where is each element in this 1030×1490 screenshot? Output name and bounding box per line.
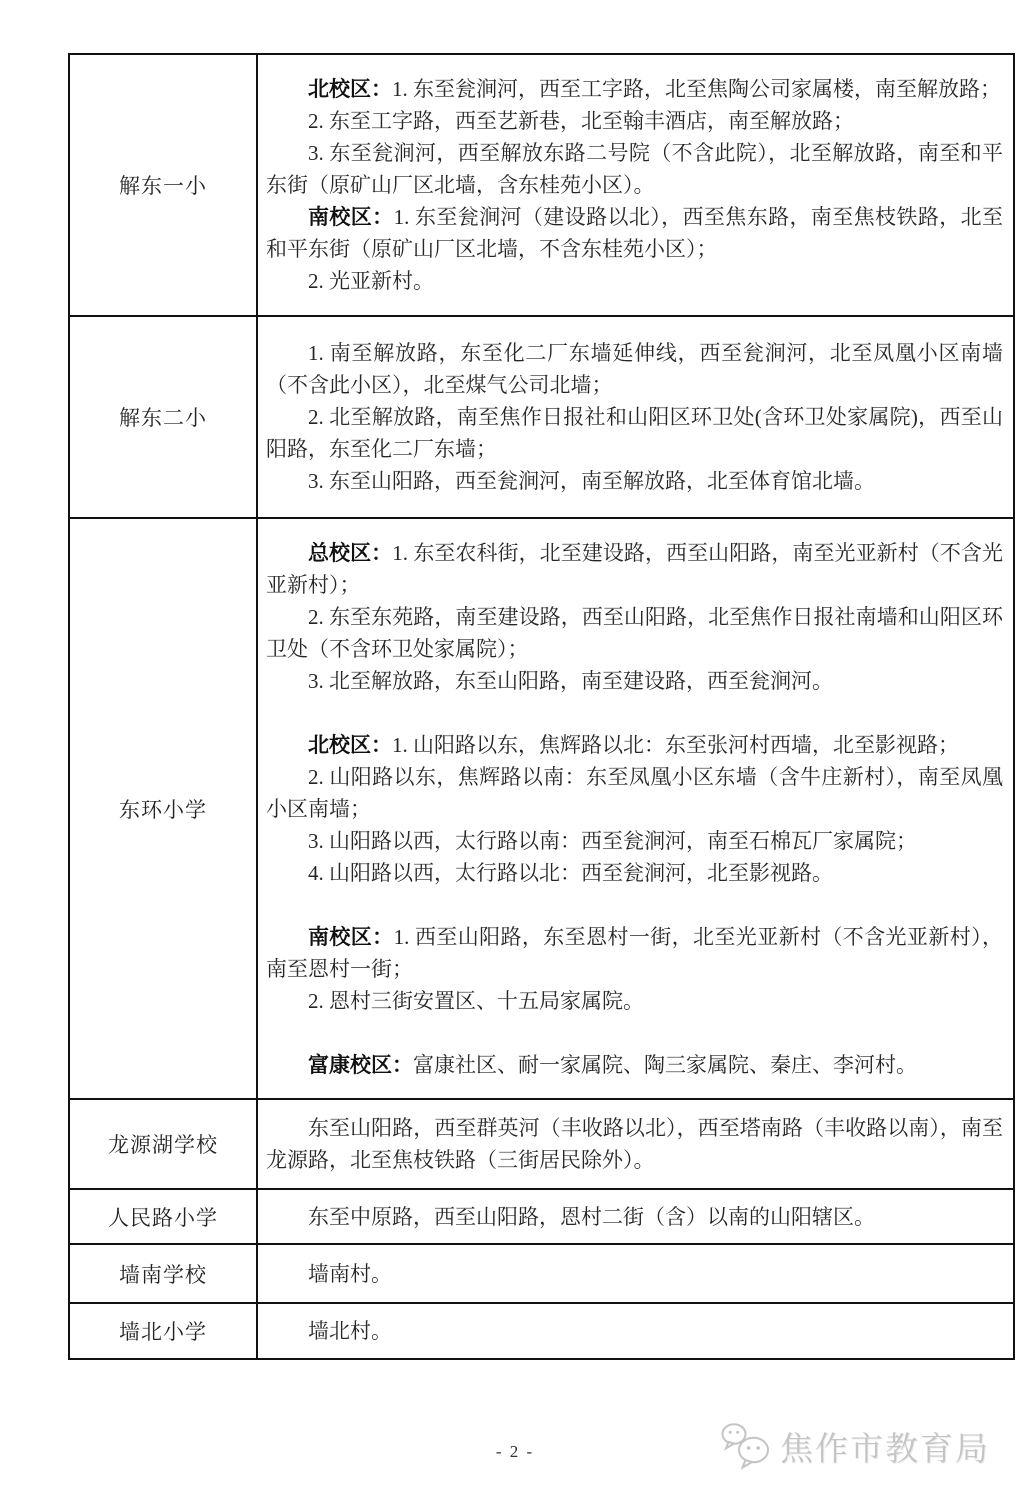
district-paragraph <box>266 857 1003 889</box>
paragraph-gap <box>266 889 1003 921</box>
table-row <box>69 1244 1014 1303</box>
district-text: 2. 光亚新村。 <box>308 269 434 293</box>
district-text: 东至山阳路，西至群英河（丰收路以北），西至塔南路（丰收路以南），南至龙源路，北至焦枝铁路（三街居民除外）。 <box>266 1116 1003 1172</box>
district-paragraph <box>266 985 1003 1017</box>
district-paragraph <box>266 401 1003 465</box>
district-paragraph <box>266 1049 1003 1081</box>
paragraph-gap <box>266 697 1003 729</box>
district-text: 1. 西至山阳路，东至恩村一街，北至光亚新村（不含光亚新村），南至恩村一街； <box>266 924 1003 981</box>
district-cell <box>257 316 1014 518</box>
district-paragraph <box>266 265 1003 297</box>
district-paragraph <box>266 921 1003 985</box>
campus-label: 南校区： <box>308 205 394 229</box>
district-cell <box>257 1099 1014 1189</box>
district-cell <box>257 1244 1014 1303</box>
table-row <box>69 316 1014 518</box>
district-paragraph <box>266 537 1003 601</box>
wechat-chat-bubbles-icon <box>720 1422 772 1470</box>
school-district-table <box>68 53 1015 1360</box>
district-text: 墙南村。 <box>308 1261 392 1286</box>
school-name-cell: 解东二小 <box>69 316 257 518</box>
campus-label: 北校区： <box>308 732 392 757</box>
district-text: 东至中原路，西至山阳路，恩村二街（含）以南的山阳辖区。 <box>308 1204 875 1229</box>
district-paragraph <box>266 1258 1003 1290</box>
district-paragraph <box>266 665 1003 697</box>
district-cell <box>257 1303 1014 1359</box>
campus-label: 总校区： <box>308 540 393 565</box>
district-text: 富康社区、耐一家属院、陶三家属院、秦庄、李河村。 <box>413 1052 917 1077</box>
district-paragraph <box>266 201 1003 265</box>
district-text: 2. 北至解放路，南至焦作日报社和山阳区环卫处(含环卫处家属院)，西至山阳路，东至化二厂东墙； <box>266 405 1003 461</box>
table-row <box>69 1303 1014 1359</box>
district-text: 3. 东至瓮涧河，西至解放东路二号院（不含此院），北至解放路，南至和平东街（原矿山厂区北墙，含东桂苑小区）。 <box>266 141 1003 197</box>
district-cell <box>257 518 1014 1099</box>
table-row <box>69 1099 1014 1189</box>
table-row <box>69 1189 1014 1244</box>
district-text: 1. 东至农科街，北至建设路，西至山阳路，南至光亚新村（不含光亚新村）； <box>266 540 1003 597</box>
district-text: 墙北村。 <box>308 1319 392 1343</box>
district-text: 2. 山阳路以东，焦辉路以南：东至凤凰小区东墙（含牛庄新村），南至凤凰小区南墙； <box>266 764 1003 821</box>
school-name-cell: 东环小学 <box>69 518 257 1099</box>
district-text: 1. 东至瓮涧河，西至工字路，北至焦陶公司家属楼，南至解放路； <box>392 77 1001 101</box>
district-paragraph <box>266 1201 1003 1233</box>
campus-label: 北校区： <box>308 77 392 101</box>
district-paragraph <box>266 761 1003 825</box>
watermark <box>720 1422 990 1470</box>
school-name-cell: 墙北小学 <box>69 1303 257 1359</box>
school-name-cell: 墙南学校 <box>69 1244 257 1303</box>
district-text: 3. 山阳路以西，太行路以南：西至瓮涧河，南至石棉瓦厂家属院； <box>308 828 917 853</box>
district-paragraph <box>266 825 1003 857</box>
district-cell <box>257 1189 1014 1244</box>
district-paragraph <box>266 465 1003 497</box>
district-text: 1. 南至解放路，东至化二厂东墙延伸线，西至瓮涧河，北至凤凰小区南墙（不含此小区），北至煤气公司北墙； <box>266 341 1003 397</box>
district-table-body <box>69 54 1014 1359</box>
school-name-cell: 人民路小学 <box>69 1189 257 1244</box>
district-cell <box>257 54 1014 316</box>
district-paragraph <box>266 729 1003 761</box>
district-text: 2. 东至工字路，西至艺新巷，北至翰丰酒店，南至解放路； <box>308 109 854 133</box>
school-name-cell: 龙源湖学校 <box>69 1099 257 1189</box>
district-text: 3. 东至山阳路，西至瓮涧河，南至解放路，北至体育馆北墙。 <box>308 469 875 493</box>
campus-label: 富康校区： <box>308 1052 413 1077</box>
watermark-label: 焦作市教育局 <box>780 1429 990 1467</box>
paragraph-gap <box>266 1017 1003 1049</box>
district-text: 2. 恩村三街安置区、十五局家属院。 <box>308 988 644 1013</box>
page-number: - 2 - <box>495 1442 535 1461</box>
district-paragraph <box>266 137 1003 201</box>
district-text: 1. 东至瓮涧河（建设路以北），西至焦东路，南至焦枝铁路，北至和平东街（原矿山厂区北墙，不含东桂苑小区）； <box>266 205 1003 261</box>
district-paragraph <box>266 601 1003 665</box>
district-paragraph <box>266 73 1003 105</box>
table-row <box>69 518 1014 1099</box>
district-text: 2. 东至东苑路，南至建设路，西至山阳路，北至焦作日报社南墙和山阳区环卫处（不含环卫处家属院）； <box>266 604 1003 661</box>
school-name-cell: 解东一小 <box>69 54 257 316</box>
table-row <box>69 54 1014 316</box>
district-paragraph <box>266 1315 1003 1347</box>
district-text: 1. 山阳路以东，焦辉路以北：东至张河村西墙，北至影视路； <box>392 732 959 757</box>
district-paragraph <box>266 337 1003 401</box>
district-paragraph <box>266 1112 1003 1176</box>
district-text: 4. 山阳路以西，太行路以北：西至瓮涧河，北至影视路。 <box>308 860 833 885</box>
district-paragraph <box>266 105 1003 137</box>
district-text: 3. 北至解放路，东至山阳路，南至建设路，西至瓮涧河。 <box>308 668 833 693</box>
campus-label: 南校区： <box>308 924 394 949</box>
